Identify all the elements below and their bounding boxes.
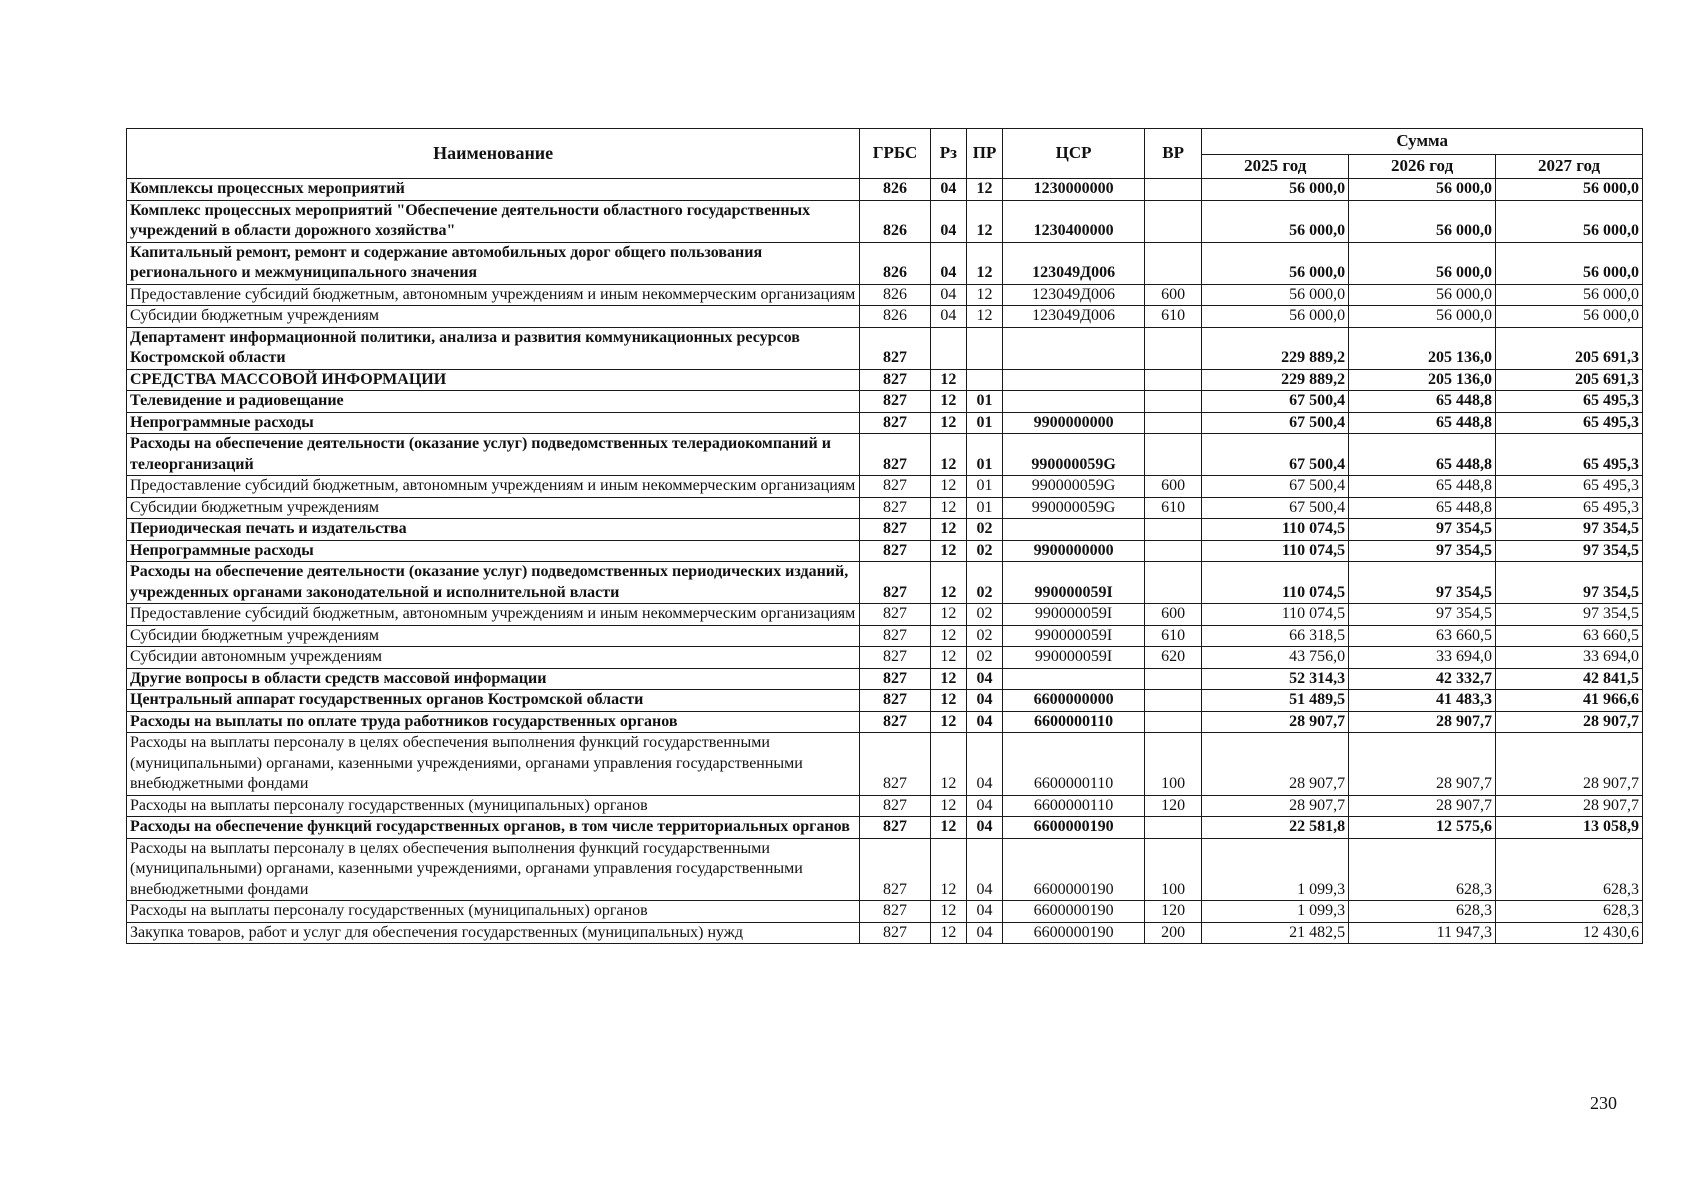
cell-sum-2025: 66 318,5 <box>1202 625 1349 647</box>
cell-grbs: 827 <box>860 519 930 541</box>
header-rz: Рз <box>930 129 966 179</box>
cell-sum-2026: 205 136,0 <box>1349 327 1496 369</box>
cell-sum-2026: 56 000,0 <box>1349 306 1496 328</box>
cell-sum-2027: 56 000,0 <box>1496 200 1643 242</box>
cell-vr <box>1144 434 1201 476</box>
cell-grbs: 827 <box>860 647 930 669</box>
cell-grbs: 827 <box>860 922 930 944</box>
cell-sum-2026: 97 354,5 <box>1349 540 1496 562</box>
cell-sum-2026: 65 448,8 <box>1349 434 1496 476</box>
cell-name: Предоставление субсидий бюджетным, автономным учреждениям и иным некоммерческим организациям <box>127 284 860 306</box>
cell-name: Расходы на выплаты персоналу в целях обеспечения выполнения функций государственными (муниципальными) органами, казенными учреждениями, органами управления государственными внебюджетными фондами <box>127 733 860 796</box>
cell-rz: 04 <box>930 242 966 284</box>
cell-sum-2026: 42 332,7 <box>1349 668 1496 690</box>
cell-rz: 12 <box>930 733 966 796</box>
cell-pr: 01 <box>966 476 1002 498</box>
cell-grbs: 827 <box>860 733 930 796</box>
header-sum: Сумма <box>1202 129 1643 155</box>
table-row <box>127 369 1643 391</box>
cell-csr: 990000059I <box>1003 625 1145 647</box>
cell-name: Комплексы процессных мероприятий <box>127 179 860 201</box>
cell-sum-2026: 65 448,8 <box>1349 391 1496 413</box>
cell-vr <box>1144 200 1201 242</box>
cell-name: Расходы на выплаты персоналу государственных (муниципальных) органов <box>127 795 860 817</box>
cell-grbs: 827 <box>860 901 930 923</box>
cell-vr: 610 <box>1144 497 1201 519</box>
cell-grbs: 827 <box>860 434 930 476</box>
cell-sum-2026: 11 947,3 <box>1349 922 1496 944</box>
table-row <box>127 625 1643 647</box>
cell-sum-2027: 205 691,3 <box>1496 369 1643 391</box>
cell-rz: 12 <box>930 412 966 434</box>
cell-vr: 100 <box>1144 838 1201 901</box>
cell-sum-2026: 28 907,7 <box>1349 733 1496 796</box>
cell-pr: 12 <box>966 306 1002 328</box>
cell-sum-2026: 56 000,0 <box>1349 200 1496 242</box>
cell-pr: 02 <box>966 519 1002 541</box>
header-name: Наименование <box>127 129 860 179</box>
cell-pr: 04 <box>966 922 1002 944</box>
table-row <box>127 540 1643 562</box>
cell-pr: 04 <box>966 901 1002 923</box>
cell-sum-2026: 63 660,5 <box>1349 625 1496 647</box>
cell-name: Департамент информационной политики, анализа и развития коммуникационных ресурсов Костромской области <box>127 327 860 369</box>
cell-grbs: 827 <box>860 412 930 434</box>
cell-name: Субсидии бюджетным учреждениям <box>127 306 860 328</box>
cell-csr: 6600000190 <box>1003 817 1145 839</box>
cell-grbs: 827 <box>860 497 930 519</box>
cell-grbs: 826 <box>860 284 930 306</box>
header-year-2026: 2026 год <box>1349 155 1496 179</box>
cell-rz: 12 <box>930 540 966 562</box>
cell-name: Расходы на выплаты персоналу в целях обеспечения выполнения функций государственными (муниципальными) органами, казенными учреждениями, органами управления государственными внебюджетными фондами <box>127 838 860 901</box>
cell-grbs: 827 <box>860 562 930 604</box>
cell-vr <box>1144 327 1201 369</box>
cell-name: Расходы на обеспечение деятельности (оказание услуг) подведомственных телерадиокомпаний и телеорганизаций <box>127 434 860 476</box>
cell-sum-2025: 56 000,0 <box>1202 200 1349 242</box>
cell-vr <box>1144 369 1201 391</box>
cell-name: Расходы на выплаты персоналу государственных (муниципальных) органов <box>127 901 860 923</box>
table-row <box>127 604 1643 626</box>
cell-sum-2025: 56 000,0 <box>1202 179 1349 201</box>
cell-vr <box>1144 179 1201 201</box>
cell-vr <box>1144 540 1201 562</box>
cell-vr: 120 <box>1144 795 1201 817</box>
table-row <box>127 434 1643 476</box>
cell-sum-2025: 52 314,3 <box>1202 668 1349 690</box>
cell-csr <box>1003 519 1145 541</box>
table-row <box>127 690 1643 712</box>
cell-csr: 6600000000 <box>1003 690 1145 712</box>
cell-sum-2025: 51 489,5 <box>1202 690 1349 712</box>
cell-sum-2026: 28 907,7 <box>1349 795 1496 817</box>
cell-name: Предоставление субсидий бюджетным, автономным учреждениям и иным некоммерческим организациям <box>127 476 860 498</box>
cell-sum-2026: 41 483,3 <box>1349 690 1496 712</box>
cell-name: Закупка товаров, работ и услуг для обеспечения государственных (муниципальных) нужд <box>127 922 860 944</box>
cell-csr: 990000059G <box>1003 476 1145 498</box>
table-row <box>127 922 1643 944</box>
cell-vr: 600 <box>1144 476 1201 498</box>
cell-rz: 12 <box>930 668 966 690</box>
table-row <box>127 562 1643 604</box>
cell-csr: 990000059G <box>1003 434 1145 476</box>
cell-vr <box>1144 562 1201 604</box>
cell-vr <box>1144 519 1201 541</box>
cell-vr <box>1144 668 1201 690</box>
cell-name: Непрограммные расходы <box>127 412 860 434</box>
cell-sum-2025: 56 000,0 <box>1202 284 1349 306</box>
table-row <box>127 647 1643 669</box>
cell-name: Периодическая печать и издательства <box>127 519 860 541</box>
cell-pr: 02 <box>966 604 1002 626</box>
cell-pr: 04 <box>966 690 1002 712</box>
cell-sum-2027: 65 495,3 <box>1496 391 1643 413</box>
table-row <box>127 306 1643 328</box>
cell-rz: 12 <box>930 817 966 839</box>
cell-name: Расходы на обеспечение функций государственных органов, в том числе территориальных органов <box>127 817 860 839</box>
cell-sum-2026: 628,3 <box>1349 838 1496 901</box>
cell-sum-2025: 110 074,5 <box>1202 604 1349 626</box>
cell-vr: 100 <box>1144 733 1201 796</box>
cell-csr: 6600000190 <box>1003 922 1145 944</box>
cell-name: Телевидение и радиовещание <box>127 391 860 413</box>
cell-rz: 12 <box>930 838 966 901</box>
header-grbs: ГРБС <box>860 129 930 179</box>
cell-vr <box>1144 690 1201 712</box>
cell-rz: 04 <box>930 284 966 306</box>
cell-sum-2025: 22 581,8 <box>1202 817 1349 839</box>
cell-rz: 12 <box>930 562 966 604</box>
cell-sum-2027: 28 907,7 <box>1496 711 1643 733</box>
page-number: 230 <box>1590 1093 1617 1113</box>
cell-sum-2025: 67 500,4 <box>1202 497 1349 519</box>
cell-rz: 12 <box>930 795 966 817</box>
cell-sum-2027: 28 907,7 <box>1496 795 1643 817</box>
cell-csr: 990000059I <box>1003 647 1145 669</box>
cell-pr: 12 <box>966 284 1002 306</box>
cell-sum-2027: 97 354,5 <box>1496 562 1643 604</box>
cell-sum-2025: 67 500,4 <box>1202 412 1349 434</box>
cell-sum-2026: 97 354,5 <box>1349 519 1496 541</box>
cell-sum-2027: 12 430,6 <box>1496 922 1643 944</box>
cell-rz: 12 <box>930 604 966 626</box>
cell-rz: 12 <box>930 690 966 712</box>
cell-grbs: 827 <box>860 795 930 817</box>
cell-pr: 02 <box>966 540 1002 562</box>
cell-csr: 6600000190 <box>1003 838 1145 901</box>
cell-vr: 600 <box>1144 604 1201 626</box>
cell-vr <box>1144 817 1201 839</box>
cell-grbs: 827 <box>860 476 930 498</box>
cell-vr <box>1144 412 1201 434</box>
cell-csr <box>1003 327 1145 369</box>
cell-grbs: 827 <box>860 690 930 712</box>
cell-name: Субсидии бюджетным учреждениям <box>127 497 860 519</box>
table-row <box>127 668 1643 690</box>
cell-csr <box>1003 668 1145 690</box>
cell-sum-2027: 65 495,3 <box>1496 434 1643 476</box>
cell-csr <box>1003 369 1145 391</box>
table-row <box>127 497 1643 519</box>
cell-grbs: 827 <box>860 711 930 733</box>
cell-name: Субсидии автономным учреждениям <box>127 647 860 669</box>
cell-sum-2026: 97 354,5 <box>1349 562 1496 604</box>
cell-vr: 610 <box>1144 306 1201 328</box>
cell-csr: 1230000000 <box>1003 179 1145 201</box>
cell-sum-2025: 67 500,4 <box>1202 434 1349 476</box>
cell-name: Комплекс процессных мероприятий "Обеспечение деятельности областного государственных учреждений в области дорожного хозяйства" <box>127 200 860 242</box>
cell-pr: 04 <box>966 838 1002 901</box>
cell-csr: 123049Д006 <box>1003 306 1145 328</box>
cell-name: Расходы на выплаты по оплате труда работников государственных органов <box>127 711 860 733</box>
cell-csr: 1230400000 <box>1003 200 1145 242</box>
cell-rz: 12 <box>930 434 966 476</box>
cell-pr: 01 <box>966 434 1002 476</box>
cell-pr: 12 <box>966 179 1002 201</box>
cell-sum-2026: 65 448,8 <box>1349 412 1496 434</box>
cell-sum-2025: 67 500,4 <box>1202 476 1349 498</box>
cell-pr: 01 <box>966 412 1002 434</box>
cell-pr: 01 <box>966 497 1002 519</box>
cell-sum-2027: 65 495,3 <box>1496 476 1643 498</box>
cell-sum-2027: 65 495,3 <box>1496 412 1643 434</box>
cell-sum-2026: 65 448,8 <box>1349 497 1496 519</box>
table-row <box>127 412 1643 434</box>
table-body <box>127 179 1643 944</box>
cell-sum-2027: 28 907,7 <box>1496 733 1643 796</box>
cell-sum-2027: 628,3 <box>1496 838 1643 901</box>
cell-rz: 12 <box>930 711 966 733</box>
table-row <box>127 200 1643 242</box>
cell-sum-2025: 229 889,2 <box>1202 369 1349 391</box>
table-row <box>127 242 1643 284</box>
cell-csr: 6600000190 <box>1003 901 1145 923</box>
cell-sum-2027: 13 058,9 <box>1496 817 1643 839</box>
cell-pr: 04 <box>966 711 1002 733</box>
cell-name: Капитальный ремонт, ремонт и содержание автомобильных дорог общего пользования регионального и межмуниципального значения <box>127 242 860 284</box>
table-header <box>127 129 1643 179</box>
cell-sum-2027: 56 000,0 <box>1496 284 1643 306</box>
header-vr: ВР <box>1144 129 1201 179</box>
cell-pr: 04 <box>966 795 1002 817</box>
header-pr: ПР <box>966 129 1002 179</box>
cell-rz <box>930 327 966 369</box>
table-row <box>127 838 1643 901</box>
cell-sum-2027: 56 000,0 <box>1496 306 1643 328</box>
cell-rz: 12 <box>930 476 966 498</box>
cell-sum-2026: 56 000,0 <box>1349 179 1496 201</box>
header-csr: ЦСР <box>1003 129 1145 179</box>
cell-sum-2027: 63 660,5 <box>1496 625 1643 647</box>
cell-sum-2025: 28 907,7 <box>1202 733 1349 796</box>
table-row <box>127 476 1643 498</box>
cell-vr <box>1144 711 1201 733</box>
cell-pr: 02 <box>966 562 1002 604</box>
cell-grbs: 827 <box>860 391 930 413</box>
cell-sum-2025: 229 889,2 <box>1202 327 1349 369</box>
cell-sum-2027: 41 966,6 <box>1496 690 1643 712</box>
cell-sum-2026: 65 448,8 <box>1349 476 1496 498</box>
cell-sum-2026: 33 694,0 <box>1349 647 1496 669</box>
cell-sum-2027: 33 694,0 <box>1496 647 1643 669</box>
cell-sum-2025: 43 756,0 <box>1202 647 1349 669</box>
cell-vr: 200 <box>1144 922 1201 944</box>
cell-sum-2027: 65 495,3 <box>1496 497 1643 519</box>
cell-vr: 610 <box>1144 625 1201 647</box>
cell-csr: 6600000110 <box>1003 711 1145 733</box>
table-row <box>127 519 1643 541</box>
cell-vr: 620 <box>1144 647 1201 669</box>
cell-name: Непрограммные расходы <box>127 540 860 562</box>
cell-sum-2026: 97 354,5 <box>1349 604 1496 626</box>
table-row <box>127 391 1643 413</box>
table-row <box>127 179 1643 201</box>
cell-pr: 02 <box>966 647 1002 669</box>
cell-name: Предоставление субсидий бюджетным, автономным учреждениям и иным некоммерческим организациям <box>127 604 860 626</box>
cell-name: Центральный аппарат государственных органов Костромской области <box>127 690 860 712</box>
cell-csr: 123049Д006 <box>1003 284 1145 306</box>
cell-grbs: 827 <box>860 838 930 901</box>
cell-name: Субсидии бюджетным учреждениям <box>127 625 860 647</box>
cell-rz: 12 <box>930 647 966 669</box>
cell-csr: 9900000000 <box>1003 540 1145 562</box>
cell-pr: 01 <box>966 391 1002 413</box>
cell-pr: 02 <box>966 625 1002 647</box>
cell-sum-2025: 28 907,7 <box>1202 795 1349 817</box>
cell-sum-2025: 110 074,5 <box>1202 540 1349 562</box>
cell-csr: 6600000110 <box>1003 733 1145 796</box>
cell-grbs: 827 <box>860 668 930 690</box>
cell-csr: 6600000110 <box>1003 795 1145 817</box>
cell-sum-2025: 1 099,3 <box>1202 901 1349 923</box>
cell-sum-2027: 628,3 <box>1496 901 1643 923</box>
cell-sum-2025: 110 074,5 <box>1202 519 1349 541</box>
cell-name: Расходы на обеспечение деятельности (оказание услуг) подведомственных периодических изданий, учрежденных органами законодательной и исполнительной власти <box>127 562 860 604</box>
cell-grbs: 826 <box>860 179 930 201</box>
cell-rz: 04 <box>930 306 966 328</box>
cell-sum-2027: 97 354,5 <box>1496 604 1643 626</box>
cell-sum-2025: 67 500,4 <box>1202 391 1349 413</box>
cell-sum-2025: 21 482,5 <box>1202 922 1349 944</box>
budget-table-sheet <box>126 128 1643 944</box>
cell-sum-2026: 205 136,0 <box>1349 369 1496 391</box>
cell-vr <box>1144 242 1201 284</box>
cell-pr: 12 <box>966 242 1002 284</box>
cell-csr: 9900000000 <box>1003 412 1145 434</box>
cell-pr: 04 <box>966 817 1002 839</box>
cell-rz: 04 <box>930 179 966 201</box>
cell-rz: 12 <box>930 497 966 519</box>
table-row <box>127 711 1643 733</box>
cell-sum-2026: 56 000,0 <box>1349 284 1496 306</box>
cell-grbs: 827 <box>860 604 930 626</box>
cell-sum-2025: 28 907,7 <box>1202 711 1349 733</box>
cell-rz: 12 <box>930 519 966 541</box>
cell-rz: 12 <box>930 369 966 391</box>
cell-pr: 12 <box>966 200 1002 242</box>
cell-vr: 600 <box>1144 284 1201 306</box>
cell-pr: 04 <box>966 668 1002 690</box>
cell-grbs: 827 <box>860 625 930 647</box>
cell-vr: 120 <box>1144 901 1201 923</box>
header-year-2025: 2025 год <box>1202 155 1349 179</box>
table-row <box>127 733 1643 796</box>
header-year-2027: 2027 год <box>1496 155 1643 179</box>
cell-sum-2025: 56 000,0 <box>1202 242 1349 284</box>
cell-sum-2027: 56 000,0 <box>1496 242 1643 284</box>
cell-vr <box>1144 391 1201 413</box>
cell-csr: 990000059I <box>1003 562 1145 604</box>
cell-sum-2025: 56 000,0 <box>1202 306 1349 328</box>
cell-rz: 12 <box>930 391 966 413</box>
cell-sum-2027: 205 691,3 <box>1496 327 1643 369</box>
cell-name: СРЕДСТВА МАССОВОЙ ИНФОРМАЦИИ <box>127 369 860 391</box>
cell-sum-2025: 1 099,3 <box>1202 838 1349 901</box>
cell-sum-2025: 110 074,5 <box>1202 562 1349 604</box>
cell-sum-2027: 97 354,5 <box>1496 540 1643 562</box>
cell-grbs: 827 <box>860 369 930 391</box>
cell-csr <box>1003 391 1145 413</box>
cell-rz: 04 <box>930 200 966 242</box>
table-row <box>127 817 1643 839</box>
cell-sum-2027: 42 841,5 <box>1496 668 1643 690</box>
table-row <box>127 795 1643 817</box>
cell-csr: 990000059G <box>1003 497 1145 519</box>
cell-rz: 12 <box>930 922 966 944</box>
cell-sum-2027: 56 000,0 <box>1496 179 1643 201</box>
budget-table <box>126 128 1643 944</box>
cell-rz: 12 <box>930 901 966 923</box>
table-row <box>127 327 1643 369</box>
table-row <box>127 284 1643 306</box>
cell-pr: 04 <box>966 733 1002 796</box>
cell-grbs: 827 <box>860 327 930 369</box>
cell-grbs: 826 <box>860 242 930 284</box>
cell-grbs: 826 <box>860 306 930 328</box>
cell-sum-2026: 28 907,7 <box>1349 711 1496 733</box>
cell-grbs: 826 <box>860 200 930 242</box>
cell-rz: 12 <box>930 625 966 647</box>
cell-sum-2026: 56 000,0 <box>1349 242 1496 284</box>
cell-grbs: 827 <box>860 540 930 562</box>
cell-pr <box>966 369 1002 391</box>
cell-csr: 990000059I <box>1003 604 1145 626</box>
cell-csr: 123049Д006 <box>1003 242 1145 284</box>
cell-pr <box>966 327 1002 369</box>
cell-sum-2026: 12 575,6 <box>1349 817 1496 839</box>
cell-name: Другие вопросы в области средств массовой информации <box>127 668 860 690</box>
cell-sum-2027: 97 354,5 <box>1496 519 1643 541</box>
table-row <box>127 901 1643 923</box>
cell-sum-2026: 628,3 <box>1349 901 1496 923</box>
cell-grbs: 827 <box>860 817 930 839</box>
